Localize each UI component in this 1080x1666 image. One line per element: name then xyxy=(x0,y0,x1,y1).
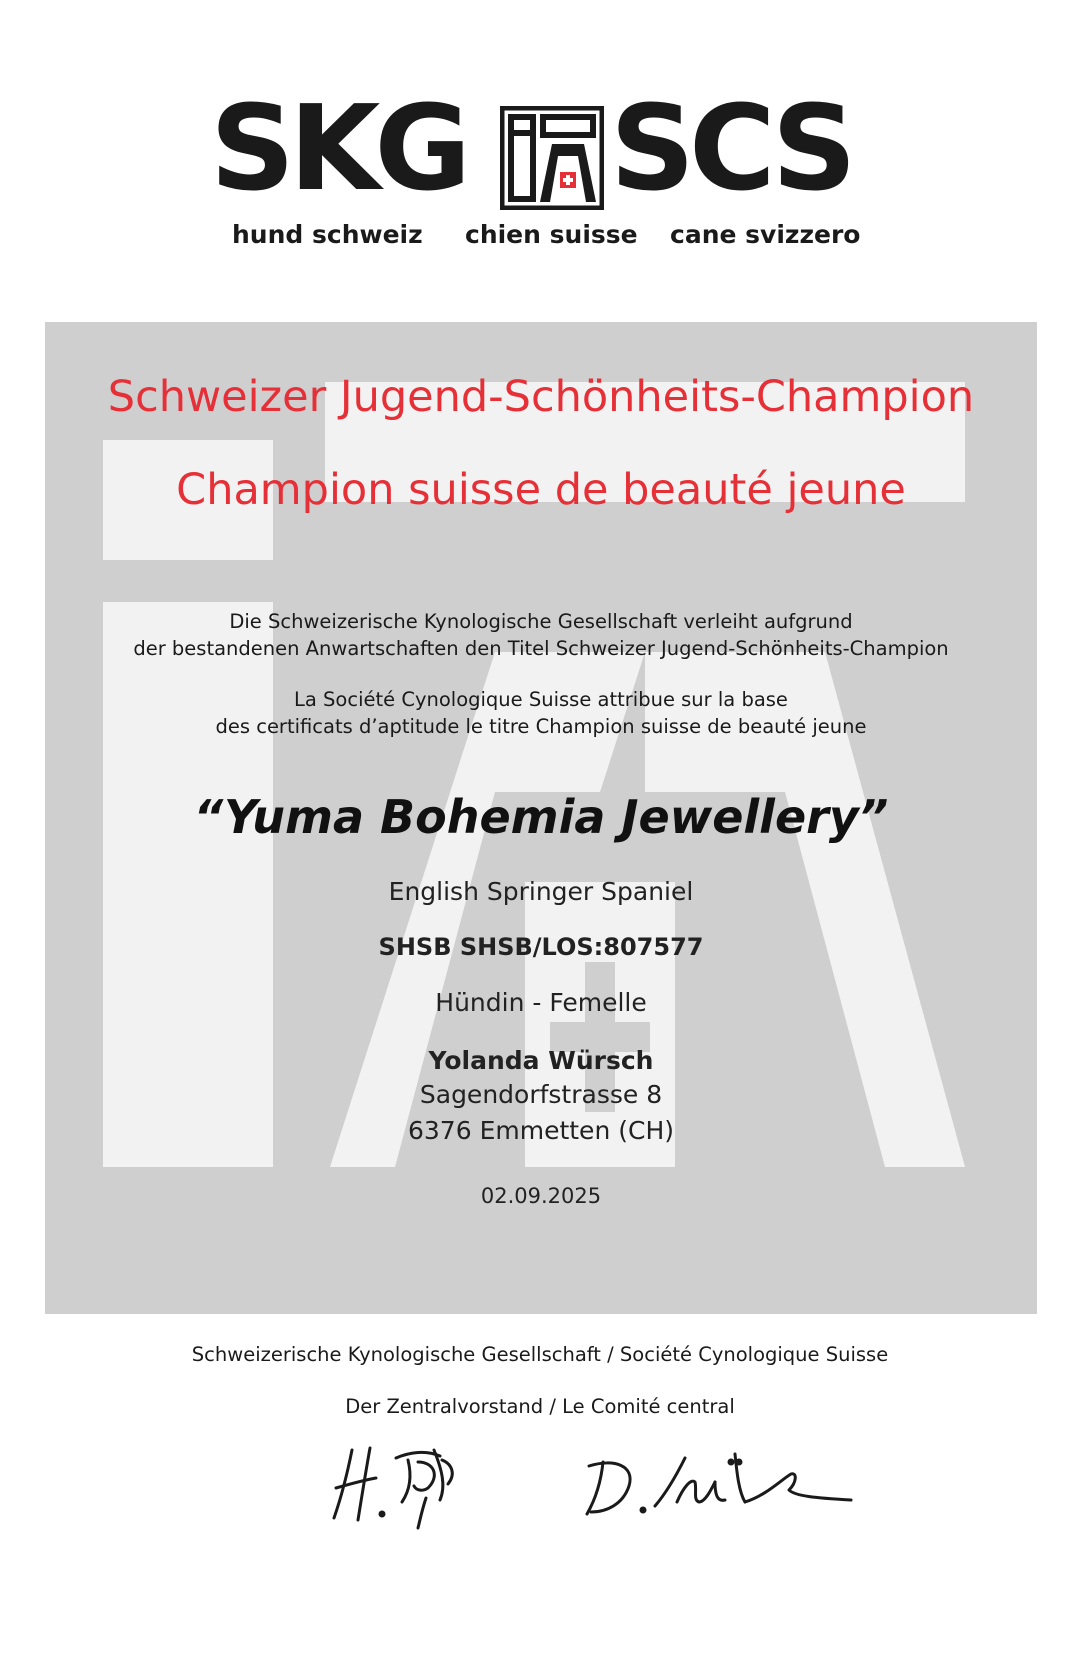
paragraph-french-line-1: La Société Cynologique Suisse attribue sur la base xyxy=(294,688,788,711)
dog-name: “Yuma Bohemia Jewellery” xyxy=(193,790,889,844)
issue-date: 02.09.2025 xyxy=(480,1184,602,1208)
owner-city: 6376 Emmetten (CH) xyxy=(408,1116,674,1145)
logo-subtitle-fr: chien suisse xyxy=(465,220,638,249)
paragraph-german-line-2: der bestandenen Anwartschaften den Titel Schweizer Jugend-Schönheits-Champion xyxy=(133,637,949,660)
paragraph-french-line-2: des certificats d’aptitude le titre Champion suisse de beauté jeune xyxy=(215,715,867,738)
logo-skg-text: SKG xyxy=(210,79,466,217)
paragraph-german xyxy=(45,608,1037,662)
title-german: Schweizer Jugend-Schönheits-Champion xyxy=(107,372,975,422)
registration-number: SHSB SHSB/LOS:807577 xyxy=(378,933,704,961)
paragraph-french xyxy=(45,686,1037,740)
title-french: Champion suisse de beauté jeune xyxy=(176,465,906,515)
logo-subtitle-it: cane svizzero xyxy=(670,220,861,249)
logo-row xyxy=(200,79,880,217)
signature-2 xyxy=(585,1452,855,1522)
owner-street: Sagendorfstrasse 8 xyxy=(419,1080,663,1109)
owner-name: Yolanda Würsch xyxy=(428,1046,654,1075)
logo-subtitle-de: hund schweiz xyxy=(232,220,423,249)
logo-scs-text: SCS xyxy=(610,79,851,217)
footer-organisation: Schweizerische Kynologische Gesellschaft / Société Cynologique Suisse xyxy=(191,1343,889,1366)
skg-scs-logo xyxy=(200,79,880,249)
swiss-dog-emblem-icon xyxy=(500,106,604,210)
footer-board: Der Zentralvorstand / Le Comité central xyxy=(345,1395,735,1418)
dog-sex: Hündin - Femelle xyxy=(435,988,647,1017)
signature-1 xyxy=(330,1440,480,1530)
dog-breed: English Springer Spaniel xyxy=(388,877,694,906)
paragraph-german-line-1: Die Schweizerische Kynologische Gesellschaft verleiht aufgrund xyxy=(229,610,853,633)
